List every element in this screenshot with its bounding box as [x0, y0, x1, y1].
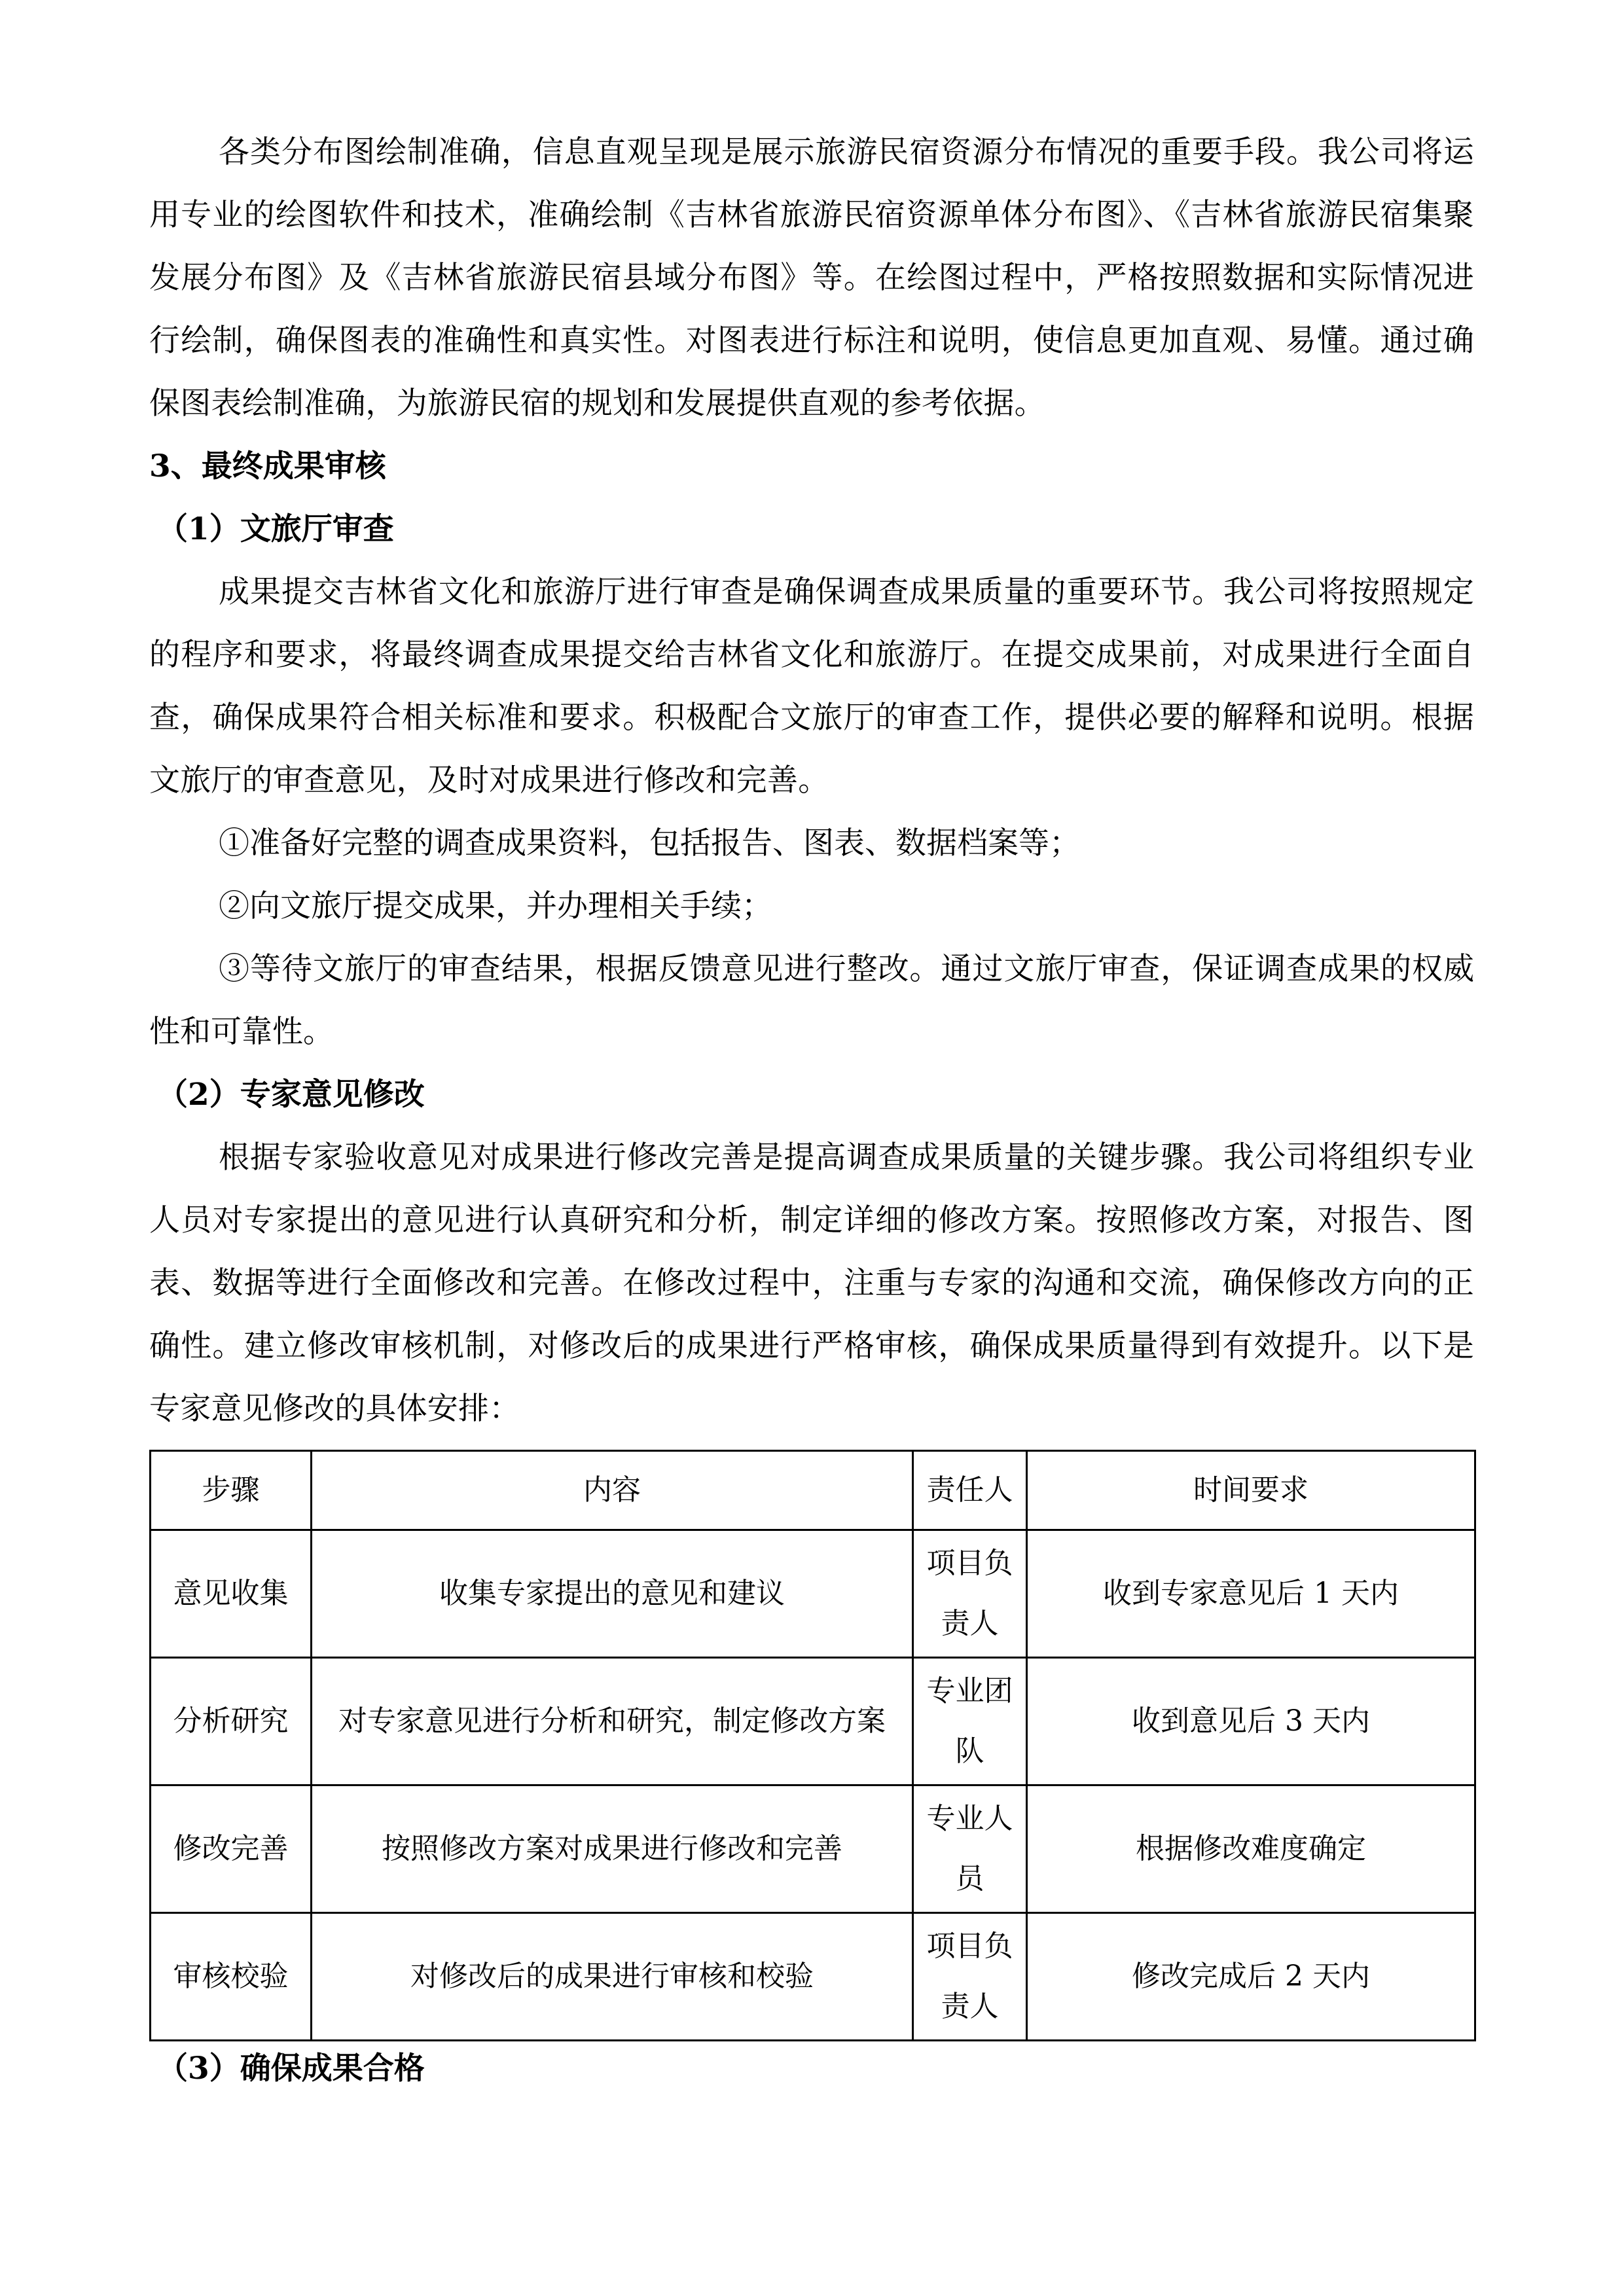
cell-time: 收到专家意见后 1 天内 [1027, 1530, 1475, 1658]
cell-step: 分析研究 [151, 1658, 312, 1785]
cell-step: 意见收集 [151, 1530, 312, 1658]
cell-time: 根据修改难度确定 [1027, 1785, 1475, 1913]
cell-owner: 专业团队 [913, 1658, 1027, 1785]
list-item-3: ③等待文旅厅的审查结果，根据反馈意见进行整改。通过文旅厅审查，保证调查成果的权威性和可靠性。 [149, 951, 1474, 1050]
expert-opinion-revision-table [149, 1450, 1476, 2041]
column-header-time: 时间要求 [1027, 1451, 1475, 1530]
heading-expert-opinion-revision: （2）专家意见修改 [157, 1077, 425, 1113]
cell-time: 收到意见后 3 天内 [1027, 1658, 1475, 1785]
cell-time: 修改完成后 2 天内 [1027, 1913, 1475, 2041]
heading-culture-tourism-dept-review: （1）文旅厅审查 [157, 511, 394, 547]
cell-owner: 专业人员 [913, 1785, 1027, 1913]
column-header-content: 内容 [312, 1451, 913, 1530]
cell-owner: 项目负责人 [913, 1913, 1027, 2041]
table-row [151, 1530, 1475, 1658]
column-header-owner: 责任人 [913, 1451, 1027, 1530]
table-body [151, 1530, 1475, 2041]
cell-step: 审核校验 [151, 1913, 312, 2041]
table-header-row [151, 1451, 1475, 1530]
cell-content: 对修改后的成果进行审核和校验 [312, 1913, 913, 2041]
cell-owner: 项目负责人 [913, 1530, 1027, 1658]
table-row [151, 1658, 1475, 1785]
cell-content: 按照修改方案对成果进行修改和完善 [312, 1785, 913, 1913]
heading-final-results-review: 3、最终成果审核 [149, 448, 386, 484]
cell-content: 对专家意见进行分析和研究，制定修改方案 [312, 1658, 913, 1785]
table-row [151, 1913, 1475, 2041]
paragraph-distribution-maps: 各类分布图绘制准确，信息直观呈现是展示旅游民宿资源分布情况的重要手段。我公司将运用专业的绘图软件和技术，准确绘制《吉林省旅游民宿资源单体分布图》、《吉林省旅游民宿集聚发展分布图》及《吉林省旅游民宿县域分布图》等。在绘图过程中，严格按照数据和实际情况进行绘制，确保图表的准确性和真实性。对图表进行标注和说明，使信息更加直观、易懂。通过确保图表绘制准确，为旅游民宿的规划和发展提供直观的参考依据。 [149, 134, 1474, 422]
list-item-2: ②向文旅厅提交成果，并办理相关手续； [219, 888, 772, 924]
heading-ensure-results-qualified: （3）确保成果合格 [157, 2051, 425, 2087]
table-header [151, 1451, 1475, 1530]
table-row [151, 1785, 1475, 1913]
cell-step: 修改完善 [151, 1785, 312, 1913]
column-header-step: 步骤 [151, 1451, 312, 1530]
list-item-1: ①准备好完整的调查成果资料，包括报告、图表、数据档案等； [219, 825, 1080, 861]
cell-content: 收集专家提出的意见和建议 [312, 1530, 913, 1658]
paragraph-expert-revision: 根据专家验收意见对成果进行修改完善是提高调查成果质量的关键步骤。我公司将组织专业人员对专家提出的意见进行认真研究和分析，制定详细的修改方案。按照修改方案，对报告、图表、数据等进行全面修改和完善。在修改过程中，注重与专家的沟通和交流，确保修改方向的正确性。建立修改审核机制，对修改后的成果进行严格审核，确保成果质量得到有效提升。以下是专家意见修改的具体安排： [149, 1139, 1474, 1427]
paragraph-submission-review: 成果提交吉林省文化和旅游厅进行审查是确保调查成果质量的重要环节。我公司将按照规定的程序和要求，将最终调查成果提交给吉林省文化和旅游厅。在提交成果前，对成果进行全面自查，确保成果符合相关标准和要求。积极配合文旅厅的审查工作，提供必要的解释和说明。根据文旅厅的审查意见，及时对成果进行修改和完善。 [149, 574, 1474, 798]
